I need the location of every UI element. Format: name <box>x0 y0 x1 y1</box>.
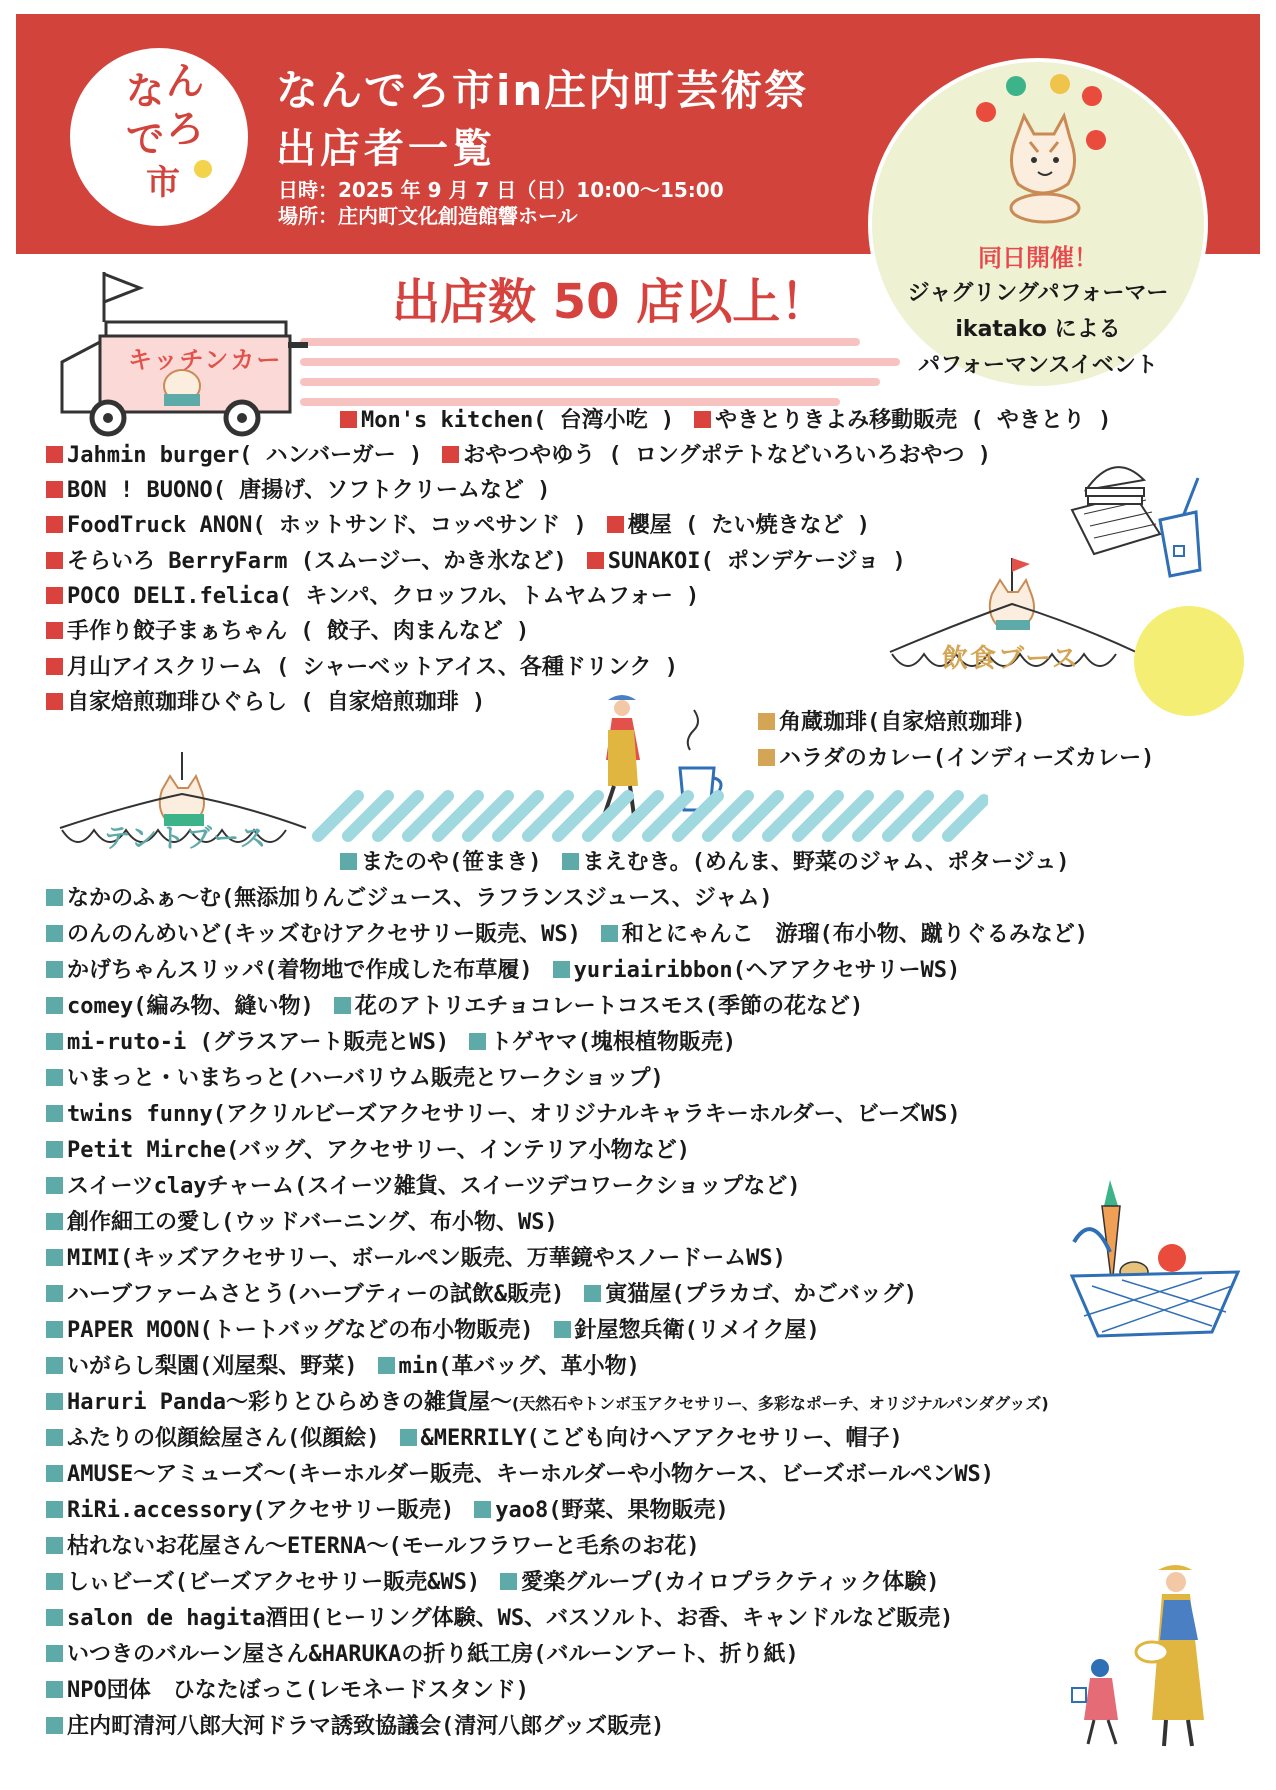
list-item: 角蔵珈琲(自家焙煎珈琲) <box>758 708 1026 738</box>
list-item: comey(編み物、縫い物) 花のアトリエチョコレートコスモス(季節の花など) <box>46 992 863 1022</box>
teal-square-bullet <box>46 1717 63 1734</box>
teal-square-bullet <box>554 1321 571 1338</box>
list-item: Jahmin burger( ハンバーガー ) おやつやゆう ( ロングポテトなどいろいろおやつ ) <box>46 441 991 471</box>
juggling-cat-icon <box>972 68 1112 228</box>
teal-square-bullet <box>46 889 63 906</box>
mother-child-icon <box>1066 1560 1236 1760</box>
red-square-bullet <box>607 516 624 533</box>
red-square-bullet <box>340 411 357 428</box>
event-line: ジャグリングパフォーマー <box>907 281 1169 306</box>
decor-stripe <box>300 378 880 386</box>
event-date: 日時：2025 年 9 月 7 日（日）10:00～15:00 <box>278 178 724 202</box>
red-square-bullet <box>46 516 63 533</box>
red-square-bullet <box>442 446 459 463</box>
teal-stripes-decor <box>308 782 988 846</box>
list-item: 創作細工の愛し(ウッドバーニング、布小物、WS) <box>46 1208 558 1238</box>
teal-square-bullet <box>601 925 618 942</box>
teal-square-bullet <box>46 1285 63 1302</box>
teal-square-bullet <box>340 853 357 870</box>
list-item: かげちゃんスリッパ(着物地で作成した布草履) yuriairibbon(ヘアアクセサリーWS) <box>46 956 960 986</box>
list-item: BON ! BUONO( 唐揚げ、ソフトクリームなど ) <box>46 476 550 506</box>
teal-square-bullet <box>46 961 63 978</box>
list-item: FoodTruck ANON( ホットサンド、コッペサンド ) 櫻屋 ( たい焼きなど ) <box>46 511 870 541</box>
teal-square-bullet <box>474 1501 491 1518</box>
red-square-bullet <box>46 446 63 463</box>
teal-square-bullet <box>46 1033 63 1050</box>
teal-square-bullet <box>46 1501 63 1518</box>
list-item: のんのんめいど(キッズむけアクセサリー販売、WS) 和とにゃんこ 游瑠(布小物、蹴りぐるみなど) <box>46 920 1088 950</box>
list-item: POCO DELI.felica( キンパ、クロッフル、トムヤムフォー ) <box>46 582 699 612</box>
tent-booth-icon <box>56 750 316 882</box>
teal-square-bullet <box>46 1645 63 1662</box>
decor-stripe <box>300 338 860 346</box>
teal-square-bullet <box>400 1429 417 1446</box>
list-item: いがらし梨園(刈屋梨、野菜) min(革バッグ、革小物) <box>46 1352 640 1382</box>
red-square-bullet <box>46 622 63 639</box>
teal-square-bullet <box>46 1177 63 1194</box>
list-item: Mon's kitchen( 台湾小吃 ) やきとりきよみ移動販売 ( やきとり ) <box>340 406 1111 436</box>
teal-square-bullet <box>46 1249 63 1266</box>
gold-square-bullet <box>758 749 775 766</box>
list-item: いつきのバルーン屋さん&HARUKAの折り紙工房(バルーンアート、折り紙) <box>46 1640 799 1670</box>
teal-square-bullet <box>584 1285 601 1302</box>
store-count-headline: 出店数 50 店以上！ <box>392 274 829 330</box>
list-item: RiRi.accessory(アクセサリー販売) yao8(野菜、果物販売) <box>46 1496 729 1526</box>
list-item: ハラダのカレー(インディーズカレー) <box>758 744 1154 774</box>
food-booth-label: 飲食ブース <box>942 644 1080 674</box>
logo-char: 市 <box>146 163 180 203</box>
red-square-bullet <box>46 587 63 604</box>
red-square-bullet <box>46 658 63 675</box>
same-day-heading: 同日開催！ <box>978 244 1098 272</box>
teal-square-bullet <box>46 1573 63 1590</box>
red-square-bullet <box>46 693 63 710</box>
list-item: 庄内町清河八郎大河ドラマ誘致協議会(清河八郎グッズ販売) <box>46 1712 664 1742</box>
tent-booth-label: テントブース <box>104 824 268 854</box>
list-item: Petit Mirche(バッグ、アクセサリー、インテリア小物など) <box>46 1136 690 1166</box>
list-item: Haruri Panda～彩りとひらめきの雑貨屋～(天然石やトンボ玉アクセサリー、多彩なポーチ、オリジナルパンダグッズ) <box>46 1388 1049 1419</box>
list-item: いまっと・いまちっと(ハーバリウム販売とワークショップ) <box>46 1064 664 1094</box>
teal-square-bullet <box>334 997 351 1014</box>
red-square-bullet <box>46 552 63 569</box>
teal-square-bullet <box>46 1105 63 1122</box>
teal-square-bullet <box>46 1609 63 1626</box>
list-item: PAPER MOON(トートバッグなどの布小物販売) 針屋惣兵衛(リメイク屋) <box>46 1316 820 1346</box>
list-item: AMUSE～アミューズ～(キーホルダー販売、キーホルダーや小物ケース、ビーズボールペンWS) <box>46 1460 994 1490</box>
list-item: 自家焙煎珈琲ひぐらし ( 自家焙煎珈琲 ) <box>46 688 485 718</box>
logo-char: ん <box>166 58 205 103</box>
list-item: ハーブファームさとう(ハーブティーの試飲&販売) 寅猫屋(プラカゴ、かごバッグ) <box>46 1280 917 1310</box>
teal-square-bullet <box>46 997 63 1014</box>
list-item: salon de hagita酒田(ヒーリング体験、WS、バスソルト、お香、キャンドルなど販売) <box>46 1604 953 1634</box>
teal-square-bullet <box>46 1141 63 1158</box>
list-item: そらいろ BerryFarm (スムージー、かき氷など) SUNAKOI( ポンデケージョ ) <box>46 547 906 577</box>
teal-square-bullet <box>46 1213 63 1230</box>
teal-square-bullet <box>378 1357 395 1374</box>
list-item: スイーツclayチャーム(スイーツ雑貨、スイーツデコワークショップなど) <box>46 1172 801 1202</box>
list-item: しぃビーズ(ビーズアクセサリー販売&WS) 愛楽グループ(カイロプラクティック体験) <box>46 1568 939 1598</box>
teal-square-bullet <box>46 1429 63 1446</box>
list-item: なかのふぁ～む(無添加りんごジュース、ラフランスジュース、ジャム) <box>46 884 773 914</box>
list-item: 枯れないお花屋さん～ETERNA～(モールフラワーと毛糸のお花) <box>46 1532 700 1562</box>
nanderoichi-logo <box>70 48 248 226</box>
teal-square-bullet <box>500 1573 517 1590</box>
list-item: またのや(笹まき) まえむき。(めんま、野菜のジャム、ポタージュ) <box>340 848 1069 878</box>
teal-square-bullet <box>553 961 570 978</box>
decor-stripe <box>300 398 840 406</box>
logo-char: ろ <box>166 106 205 151</box>
event-line: ikatako による <box>955 317 1121 342</box>
list-item: twins funny(アクリルビーズアクセサリー、オリジナルキャラキーホルダー、ビーズWS) <box>46 1100 961 1130</box>
teal-square-bullet <box>469 1033 486 1050</box>
list-item: MIMI(キッズアクセサリー、ボールペン販売、万華鏡やスノードームWS) <box>46 1244 786 1274</box>
event-place: 場所：庄内町文化創造館響ホール <box>278 204 578 228</box>
list-item: 手作り餃子まぁちゃん ( 餃子、肉まんなど ) <box>46 617 529 647</box>
kitchen-car-label: キッチンカー <box>128 346 283 374</box>
logo-char: な <box>126 68 165 113</box>
teal-square-bullet <box>46 1357 63 1374</box>
haruri-panda-note: (天然石やトンボ玉アクセサリー、多彩なポーチ、オリジナルパンダグッズ) <box>511 1394 1049 1413</box>
teal-square-bullet <box>46 1393 63 1410</box>
red-square-bullet <box>46 481 63 498</box>
yellow-sun-decor <box>1134 606 1244 716</box>
side-event-bubble <box>868 58 1208 390</box>
teal-square-bullet <box>46 1537 63 1554</box>
teal-square-bullet <box>46 1681 63 1698</box>
list-item: NPO団体 ひなたぼっこ(レモネードスタンド) <box>46 1676 529 1706</box>
logo-sun-icon <box>194 160 212 178</box>
gold-square-bullet <box>758 713 775 730</box>
list-item: mi-ruto-i (グラスアート販売とWS) トゲヤマ(塊根植物販売) <box>46 1028 736 1058</box>
teal-square-bullet <box>562 853 579 870</box>
teal-square-bullet <box>46 1321 63 1338</box>
page-title: なんでろ市in庄内町芸術祭 <box>276 66 809 115</box>
page-subtitle: 出店者一覧 <box>276 126 496 172</box>
teal-square-bullet <box>46 1069 63 1086</box>
decor-stripe <box>300 358 900 366</box>
list-item: 月山アイスクリーム ( シャーベットアイス、各種ドリンク ) <box>46 653 678 683</box>
vegetable-basket-icon <box>1062 1176 1252 1346</box>
teal-square-bullet <box>46 1465 63 1482</box>
red-square-bullet <box>694 411 711 428</box>
red-square-bullet <box>587 552 604 569</box>
event-line: パフォーマンスイベント <box>918 353 1158 378</box>
list-item: ふたりの似顔絵屋さん(似顔絵) &MERRILY(こども向けヘアアクセサリー、帽子) <box>46 1424 903 1454</box>
teal-square-bullet <box>46 925 63 942</box>
logo-char: で <box>126 116 165 161</box>
